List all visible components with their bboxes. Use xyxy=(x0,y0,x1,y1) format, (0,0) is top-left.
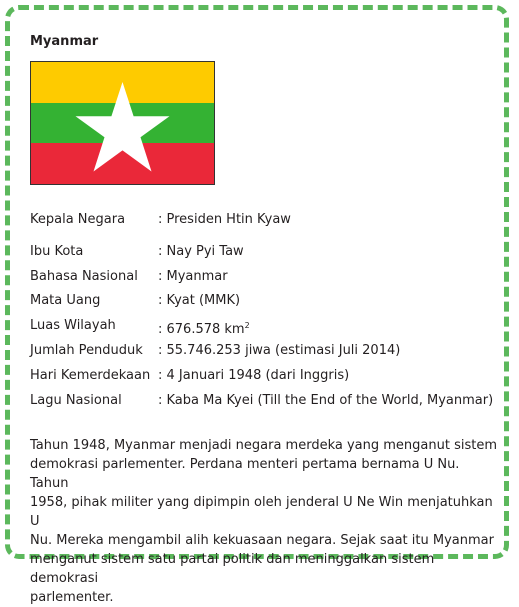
info-value-area xyxy=(158,318,250,338)
info-value: : Nay Pyi Taw xyxy=(158,244,244,259)
paragraph-line: demokrasi parlementer. Perdana menteri pertama bernama U Nu. Tahun xyxy=(30,457,460,491)
info-value: : 55.746.253 jiwa (estimasi Juli 2014) xyxy=(158,343,401,358)
paragraph-line: 1958, pihak militer yang dipimpin oleh jenderal U Ne Win menjatuhkan U xyxy=(30,495,493,529)
info-value: : Kyat (MMK) xyxy=(158,293,241,308)
area-superscript: 2 xyxy=(244,321,250,330)
info-card xyxy=(5,5,509,605)
info-label: Hari Kemerdekaan xyxy=(30,368,151,383)
history-paragraph xyxy=(30,436,500,607)
area-value: : 676.578 km xyxy=(158,322,245,337)
info-value: : Kaba Ma Kyei (Till the End of the World, Myanmar) xyxy=(158,393,494,408)
paragraph-line: parlementer. xyxy=(30,590,114,605)
flag-image xyxy=(31,62,214,184)
info-label: Jumlah Penduduk xyxy=(30,343,143,358)
flag-of-myanmar xyxy=(30,61,215,185)
info-label: Ibu Kota xyxy=(30,244,84,259)
info-value: : Myanmar xyxy=(158,269,228,284)
country-title: Myanmar xyxy=(30,34,99,49)
info-label: Lagu Nasional xyxy=(30,393,122,408)
info-value: : Presiden Htin Kyaw xyxy=(158,212,291,227)
paragraph-line: Tahun 1948, Myanmar menjadi negara merdeka yang menganut sistem xyxy=(30,438,498,453)
info-value: : 4 Januari 1948 (dari Inggris) xyxy=(158,368,350,383)
info-label: Bahasa Nasional xyxy=(30,269,138,284)
paragraph-line: Nu. Mereka mengambil alih kekuasaan negara. Sejak saat itu Myanmar xyxy=(30,533,494,548)
info-label: Kepala Negara xyxy=(30,212,126,227)
info-label: Mata Uang xyxy=(30,293,101,308)
paragraph-line: menganut sistem satu partai politik dan meninggalkan sistem demokrasi xyxy=(30,552,435,586)
info-label: Luas Wilayah xyxy=(30,318,116,333)
